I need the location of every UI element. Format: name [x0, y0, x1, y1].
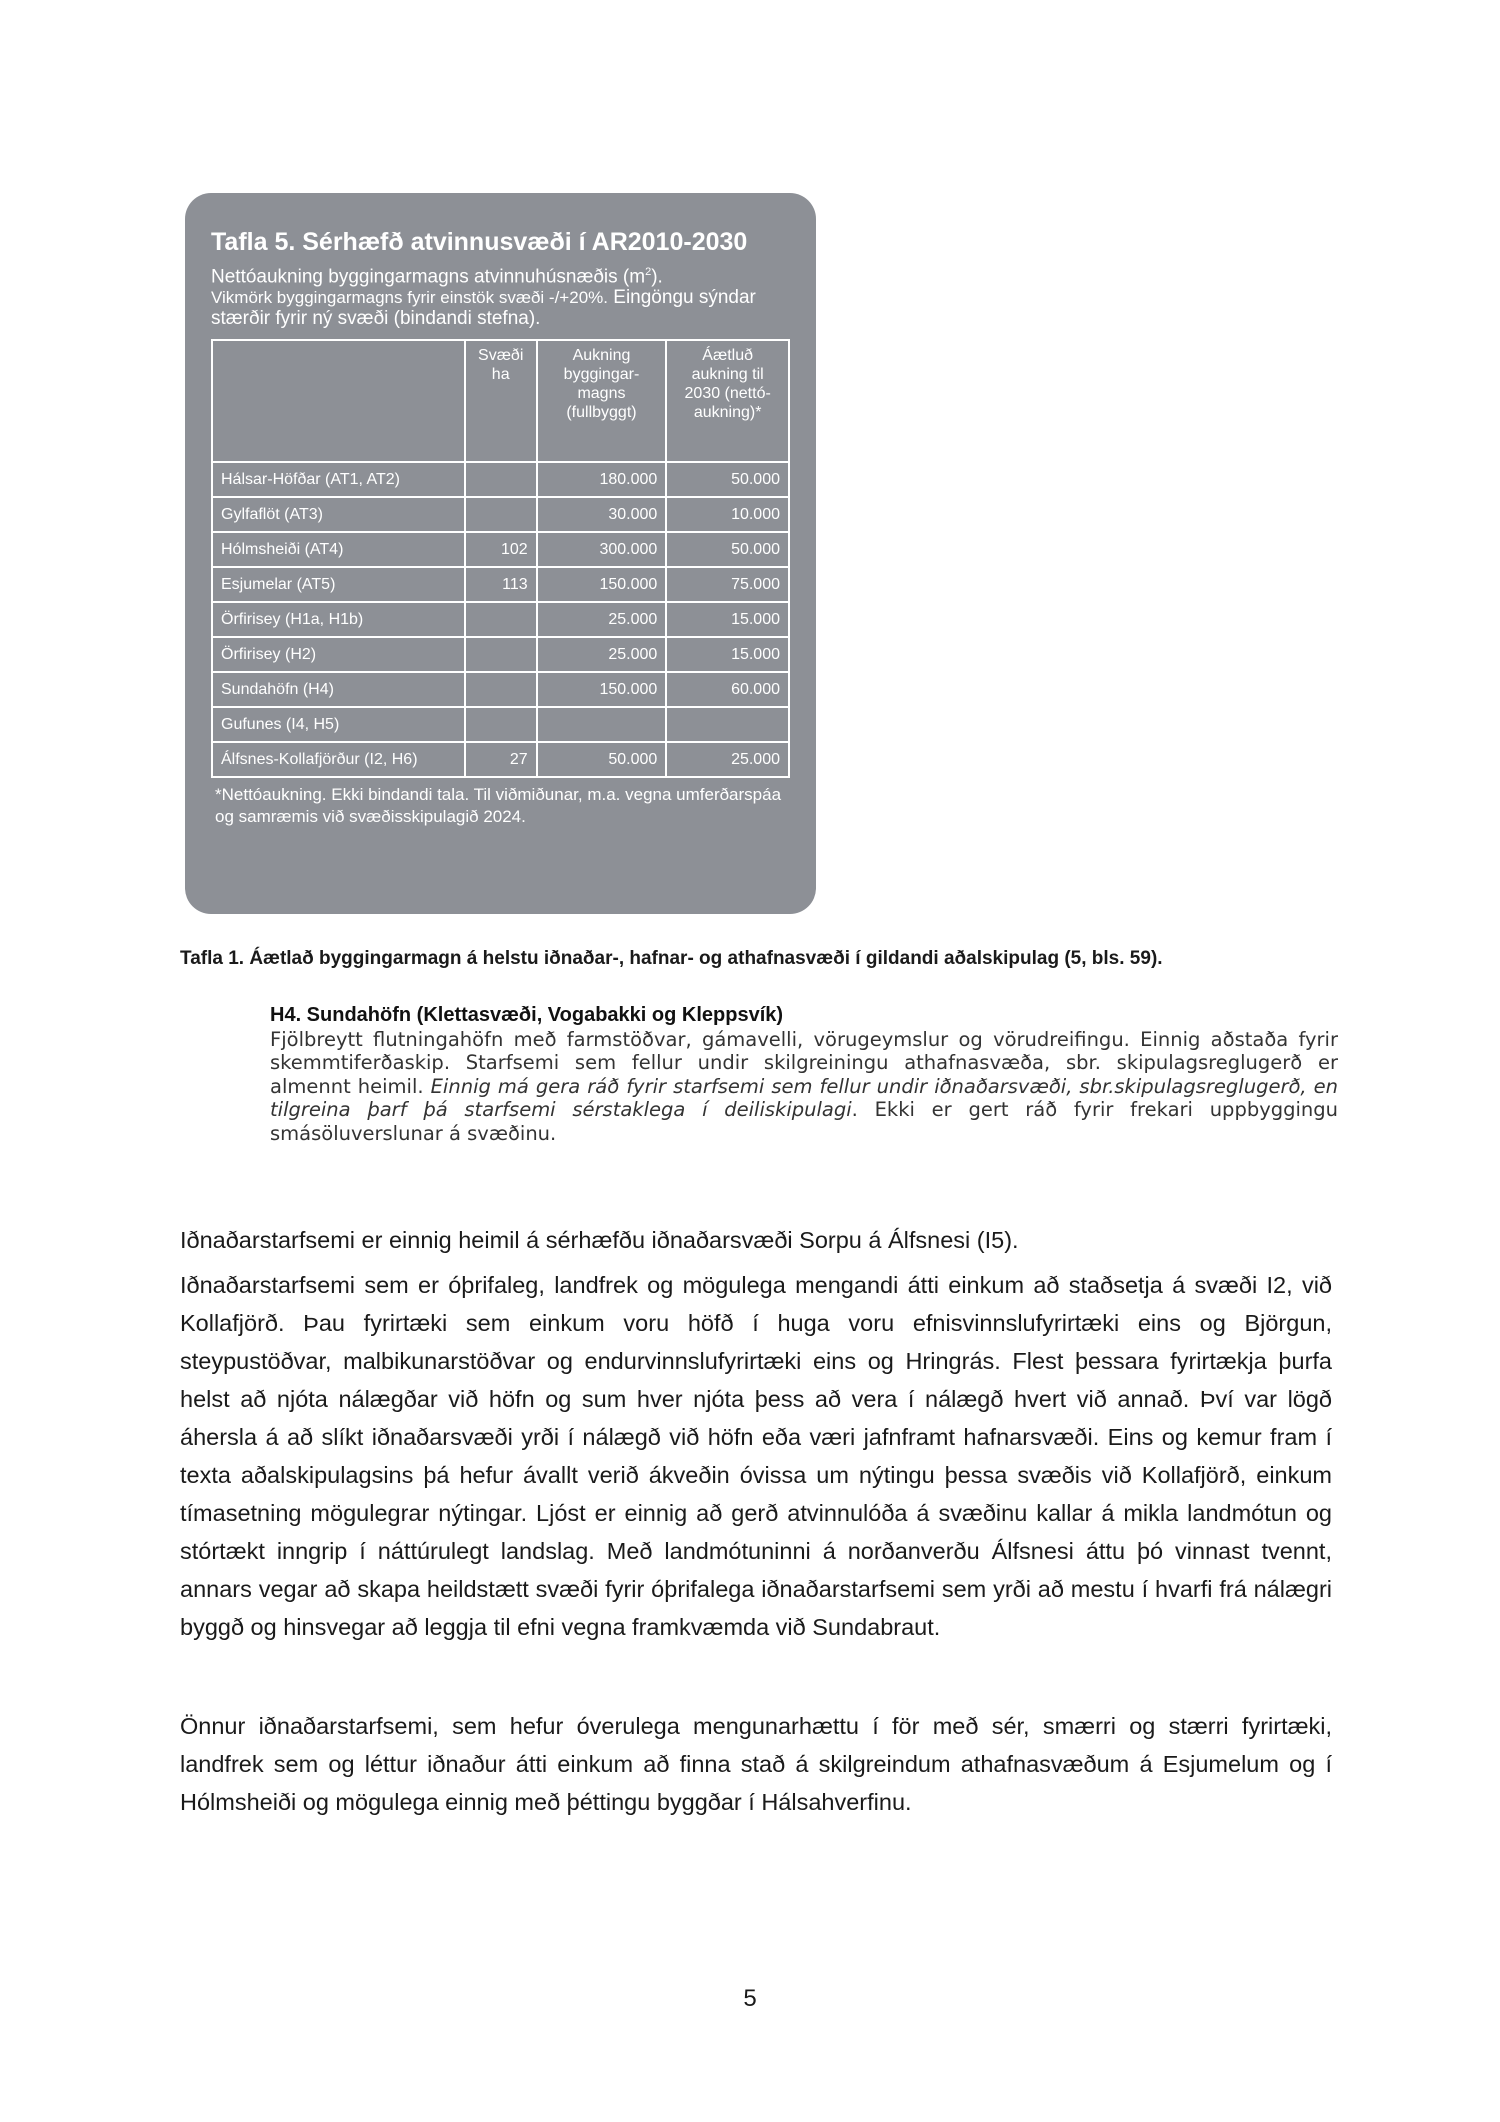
- table-cell-aukning: 150.000: [537, 672, 667, 707]
- quoted-excerpt: [270, 1004, 1338, 1145]
- table-cell-til2030: 50.000: [666, 462, 789, 497]
- table-cell-name: Gylfaflöt (AT3): [212, 497, 465, 532]
- table-cell-aukning: 180.000: [537, 462, 667, 497]
- table-cell-aukning: 150.000: [537, 567, 667, 602]
- table-cell-til2030: 15.000: [666, 602, 789, 637]
- excerpt-text-a: Fjölbreytt flutningahöfn með farmstöðvar, gámavelli, vörugeymslur og vörudreifingu. Einnig aðstaða fyrir skemmtiferðaskip. Starfsemi sem fellur undir skilgreiningu athafnasvæða, sbr. skipulagsreglugerð er almennt heimil.: [270, 1027, 1338, 1098]
- table-cell-aukning: 50.000: [537, 742, 667, 777]
- figure-subtitle-c: Vikmörk byggingarmagns fyrir einstök svæði -/+20%.: [211, 288, 608, 308]
- table-cell-til2030: 50.000: [666, 532, 789, 567]
- table-cell-ha: 113: [465, 567, 537, 602]
- table-cell-til2030: 10.000: [666, 497, 789, 532]
- table-cell-name: Örfirisey (H2): [212, 637, 465, 672]
- table-cell-ha: [465, 672, 537, 707]
- table-row: [212, 637, 789, 672]
- table-cell-name: Álfsnes-Kollafjörður (I2, H6): [212, 742, 465, 777]
- table-caption: Tafla 1. Áætlað byggingarmagn á helstu iðnaðar-, hafnar- og athafnasvæði í gildandi aðalskipulag (5, bls. 59).: [180, 948, 1163, 969]
- figure-subtitle-d: Eingöngu sýndar stærðir fyrir ný svæði (bindandi stefna).: [211, 287, 756, 330]
- table-cell-name: Örfirisey (H1a, H1b): [212, 602, 465, 637]
- table-cell-ha: 27: [465, 742, 537, 777]
- table-cell-ha: 102: [465, 532, 537, 567]
- figure-subtitle: [211, 262, 790, 329]
- page-number: 5: [743, 1985, 757, 2012]
- table-row: [212, 462, 789, 497]
- area-table: [211, 339, 790, 778]
- table-cell-aukning: 30.000: [537, 497, 667, 532]
- table-cell-til2030: 25.000: [666, 742, 789, 777]
- table-cell-name: Hálsar-Höfðar (AT1, AT2): [212, 462, 465, 497]
- table-cell-ha: [465, 602, 537, 637]
- table-row: [212, 742, 789, 777]
- table-cell-ha: [465, 637, 537, 672]
- table-cell-name: Gufunes (I4, H5): [212, 707, 465, 742]
- figure-subtitle-b: ).: [651, 266, 663, 288]
- table-cell-ha: [465, 462, 537, 497]
- excerpt-heading: H4. Sundahöfn (Klettasvæði, Vogabakki og Kleppsvík): [270, 1004, 784, 1026]
- table-cell-til2030: 60.000: [666, 672, 789, 707]
- paragraph: Önnur iðnaðarstarfsemi, sem hefur óverulega mengunarhættu í för með sér, smærri og stærri fyrirtæki, landfrek sem og léttur iðnaður átti einkum að finna stað á skilgreindum athafnasvæðum á Esjumelum og í Hólmsheiði og mögulega einnig með þéttingu byggðar í Hálsahverfinu.: [180, 1713, 1332, 1815]
- table-cell-til2030: 15.000: [666, 637, 789, 672]
- table-cell-aukning: 25.000: [537, 637, 667, 672]
- table-cell-name: Esjumelar (AT5): [212, 567, 465, 602]
- figure-subtitle-sup: 2: [645, 266, 652, 278]
- figure-subtitle-a: Nettóaukning byggingarmagns atvinnuhúsnæðis (m: [211, 266, 646, 288]
- table-header-row: [212, 340, 789, 462]
- table-cell-name: Hólmsheiði (AT4): [212, 532, 465, 567]
- table-cell-name: Sundahöfn (H4): [212, 672, 465, 707]
- table-row: [212, 532, 789, 567]
- table-cell-aukning: 300.000: [537, 532, 667, 567]
- table-cell-til2030: [666, 707, 789, 742]
- figure-title: Tafla 5. Sérhæfð atvinnusvæði í AR2010-2030: [211, 228, 748, 256]
- excerpt-text-b: . Ekki er gert ráð fyrir frekari uppbyggingu smásöluverslunar á svæðinu.: [270, 1098, 1339, 1145]
- header-cell: [212, 340, 465, 462]
- table-row: [212, 707, 789, 742]
- table-cell-til2030: 75.000: [666, 567, 789, 602]
- table-row: [212, 672, 789, 707]
- header-cell: Svæði ha: [465, 340, 537, 462]
- table-cell-aukning: 25.000: [537, 602, 667, 637]
- header-cell: Áætluð aukning til 2030 (nettó-aukning)*: [666, 340, 789, 462]
- table-cell-aukning: [537, 707, 667, 742]
- paragraph: Iðnaðarstarfsemi er einnig heimil á sérhæfðu iðnaðarsvæði Sorpu á Álfsnesi (I5).: [180, 1227, 1019, 1253]
- header-cell: Aukning byggingar-magns (fullbyggt): [537, 340, 667, 462]
- table-row: [212, 567, 789, 602]
- figure-footnote: *Nettóaukning. Ekki bindandi tala. Til viðmiðunar, m.a. vegna umferðarspáa og samræmis við svæðisskipulagið 2024.: [215, 785, 782, 827]
- table-figure: [185, 193, 816, 914]
- table-cell-ha: [465, 497, 537, 532]
- excerpt-text-italic: Einnig má gera ráð fyrir starfsemi sem fellur undir iðnaðarsvæði, sbr.skipulagsreglugerð, en tilgreina þarf þá starfsemi sérstaklega í deiliskipulagi: [270, 1074, 1338, 1121]
- table-row: [212, 497, 789, 532]
- paragraph: Iðnaðarstarfsemi sem er óþrifaleg, landfrek og mögulega mengandi átti einkum að staðsetja á svæði I2, við Kollafjörð. Þau fyrirtæki sem einkum voru höfð í huga voru efnisvinnslufyrirtæki eins og Björgun, steypustöðvar, malbikunarstöðvar og endurvinnslufyrirtæki eins og Hringrás. Flest þessara fyrirtækja þurfa helst að njóta nálægðar við höfn og sum hver njóta þess að vera í nálægð hvert við annað. Því var lögð áhersla á að slíkt iðnaðarsvæði yrði í nálægð við höfn eða væri jafnframt hafnarsvæði. Eins og kemur fram í texta aðalskipulagsins þá hefur ávallt verið ákveðin óvissa um nýtingu þessa svæðis við Kollafjörð, einkum tímasetning mögulegrar nýtingar. Ljóst er einnig að gerð atvinnulóða á svæðinu kallar á mikla landmótun og stórtækt inngrip í náttúrulegt landslag. Með landmótuninni á norðanverðu Álfsnesi áttu þó vinnast tvennt, annars vegar að skapa heildstætt svæði fyrir óþrifalega iðnaðarstarfsemi sem yrði að mestu í hvarfi frá nálægri byggð og hinsvegar að leggja til efni vegna framkvæmda við Sundabraut.: [180, 1272, 1332, 1640]
- excerpt-text: [270, 1028, 1338, 1146]
- table-row: [212, 602, 789, 637]
- table-cell-ha: [465, 707, 537, 742]
